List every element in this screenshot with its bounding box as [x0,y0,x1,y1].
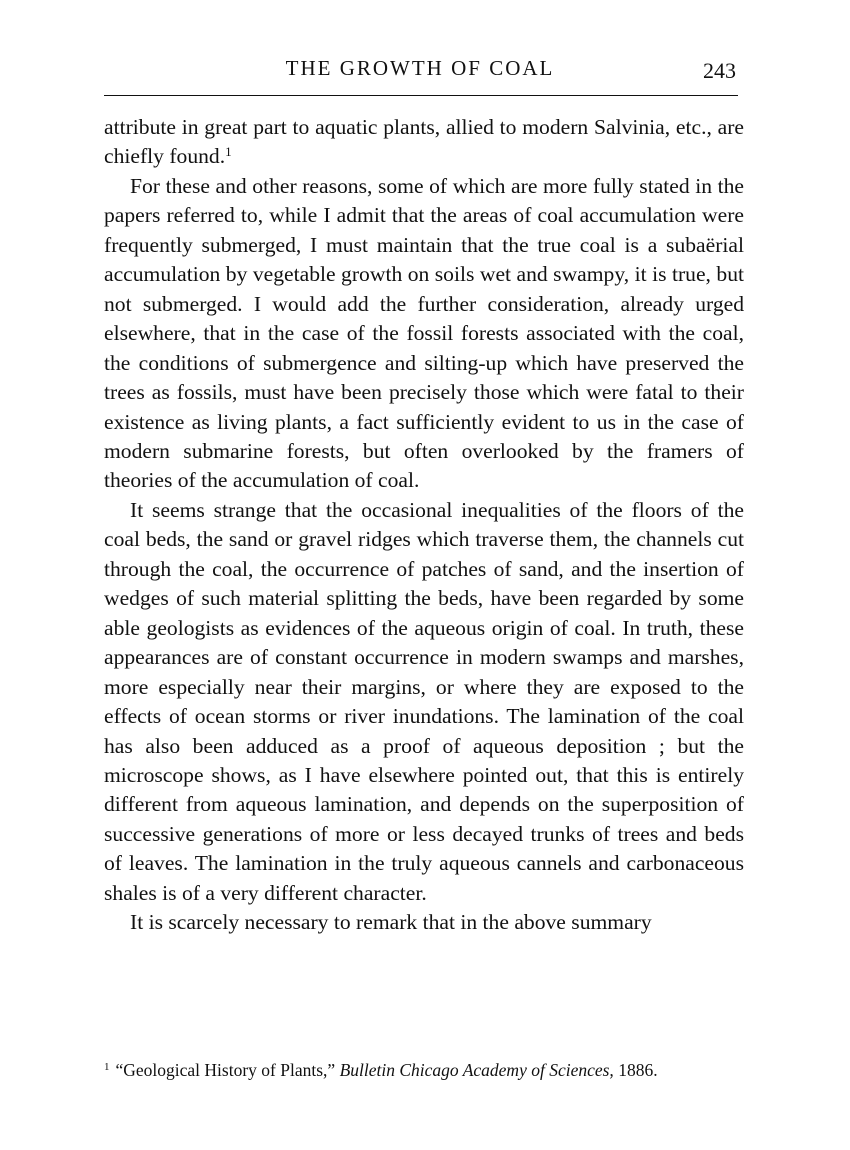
running-head [104,52,736,86]
footnote-reference: 1 [225,144,232,160]
footnote [104,1055,750,1082]
paragraph: It is scarcely necessary to remark that in the above summary [130,910,652,935]
footnote-title: “Geological History of Plants,” [115,1060,336,1080]
page-number: 243 [703,58,736,83]
footnote-year: 1886. [618,1060,658,1080]
body-text [104,113,744,938]
paragraph-text: attribute in great part to aquatic plants, allied to modern Salvinia, etc., are chiefly found. [104,115,744,169]
paragraph: For these and other reasons, some of which are more fully stated in the papers referred to, while I admit that the areas of coal accumulation were frequently submerged, I must maintain that the true coal is a subaërial accumulation by vegetable growth on soils wet and swampy, it is true, but not submerged. I would add the further consideration, already urged elsewhere, that in the case of the fossil forests associated with the coal, the conditions of submergence and silting-up which have preserved the trees as fossils, must have been precisely those which were fatal to their existence as living plants, a fact sufficiently evident to us in the case of modern submarine forests, but often overlooked by the framers of theories of the accumulation of coal. [104,173,744,493]
running-title: THE GROWTH OF COAL [285,56,555,80]
header-rule [104,95,738,96]
footnote-journal: Bulletin Chicago Academy of Sciences, [339,1060,614,1080]
footnote-mark: 1 [104,1061,110,1073]
paragraph: It seems strange that the occasional inequalities of the floors of the coal beds, the sand or gravel ridges which traverse them, the channels cut through the coal, the occurrence of patches of sand, and the insertion of wedges of such material splitting the beds, have been regarded by some able geologists as evidences of the aqueous origin of coal. In truth, these appearances are of constant occurrence in modern swamps and marshes, more especially near their margins, or where they are exposed to the effects of ocean storms or river inundations. The lamination of the coal has also been adduced as a proof of aqueous deposition ; but the microscope shows, as I have elsewhere pointed out, that this is entirely different from aqueous lamination, and depends on the superposition of successive generations of more or less decayed trunks of trees and beds of leaves. The lamination in the truly aqueous cannels and carbonaceous shales is of a very different character. [104,497,744,905]
paragraph-continuation [104,113,744,172]
